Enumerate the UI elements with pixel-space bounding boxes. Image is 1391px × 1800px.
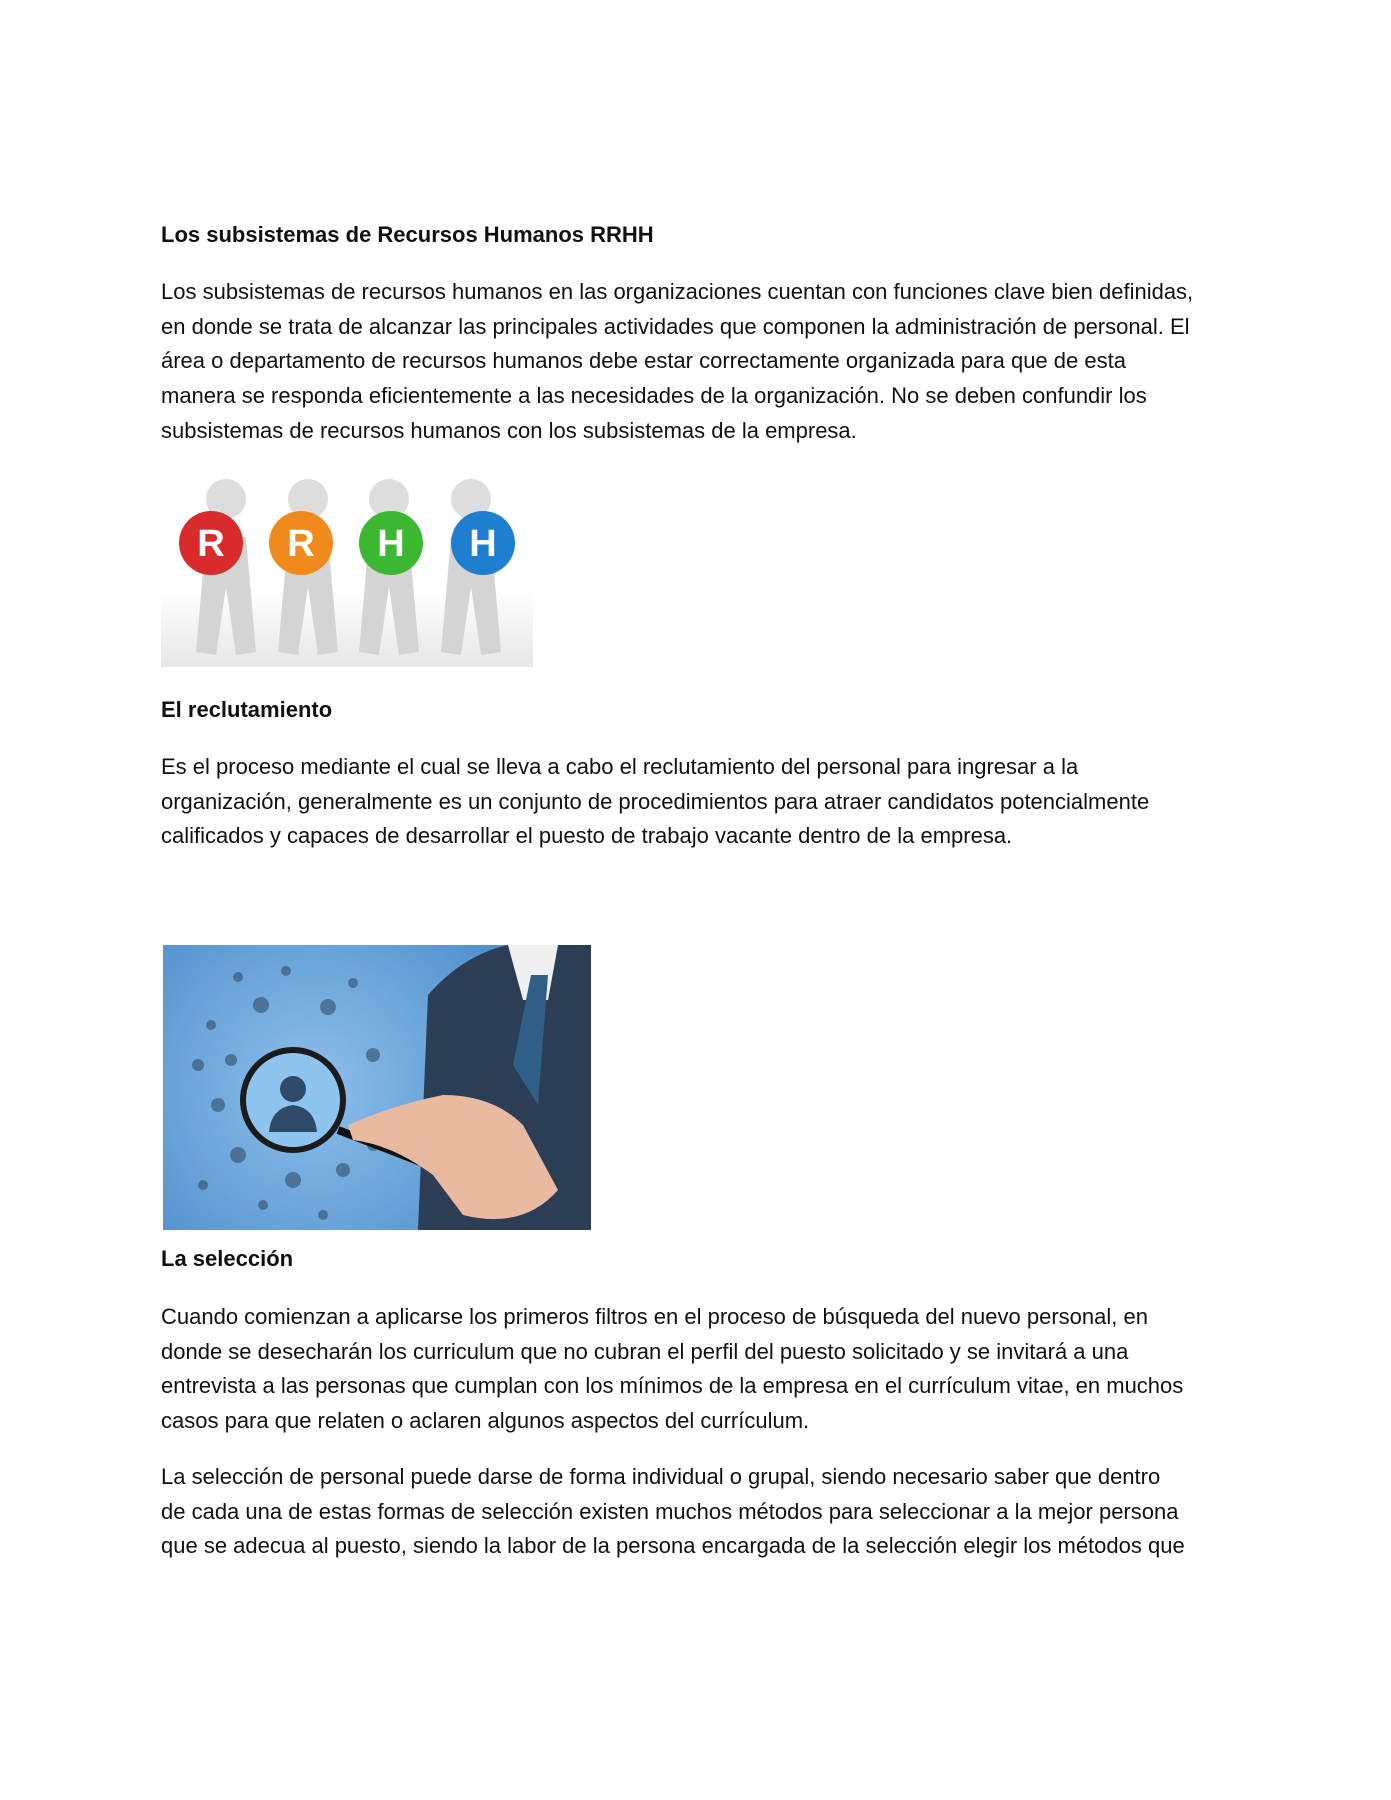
text-line: organización, generalmente es un conjunto de procedimientos para atraer candidatos potencialmente [161, 788, 1150, 814]
text-line: que se adecua al puesto, siendo la labor de la persona encargada de la selección elegir los métodos que [161, 1533, 1185, 1559]
letter-r-1: R [197, 523, 225, 565]
section-heading-seleccion: La selección [161, 1246, 294, 1271]
paragraph-seleccion-1 [161, 1300, 1241, 1439]
text-line: de cada una de estas formas de selección existen muchos métodos para seleccionar a la mejor persona [161, 1498, 1179, 1524]
figure-4 [441, 479, 515, 655]
text-line: calificados y capaces de desarrollar el puesto de trabajo vacante dentro de la empresa. [161, 823, 1013, 849]
letter-r-2: R [287, 523, 315, 565]
magnifier-illustration [163, 945, 591, 1230]
text-line: en donde se trata de alcanzar las principales actividades que componen la administración de personal. El [161, 313, 1190, 339]
letter-h-1: H [377, 523, 405, 565]
text-line: Cuando comienzan a aplicarse los primeros filtros en el proceso de búsqueda del nuevo personal, en [161, 1304, 1148, 1329]
magnifier-search-image [163, 945, 591, 1230]
letter-h-2: H [469, 523, 497, 565]
rrhh-figures-image [161, 477, 533, 667]
text-line: manera se responda eficientemente a las necesidades de la organización. No se deben confundir los [161, 383, 1147, 409]
section-heading-reclutamiento: El reclutamiento [161, 697, 333, 722]
text-line: entrevista a las personas que cumplan con los mínimos de la empresa en el currículum vitae, en muchos [161, 1373, 1184, 1399]
text-line: La selección de personal puede darse de forma individual o grupal, siendo necesario saber que dentro [161, 1464, 1161, 1489]
text-line: subsistemas de recursos humanos con los subsistemas de la empresa. [161, 417, 857, 443]
figure-2 [269, 479, 338, 655]
rrhh-figures-illustration [161, 477, 533, 667]
figure-1 [179, 479, 256, 655]
text-line: donde se desecharán los curriculum que no cubran el perfil del puesto solicitado y se invitará a una [161, 1338, 1129, 1364]
text-line: casos para que relaten o aclaren algunos aspectos del currículum. [161, 1408, 810, 1434]
figure-3 [359, 479, 423, 655]
text-line: Los subsistemas de recursos humanos en las organizaciones cuentan con funciones clave bien definidas, [161, 279, 1194, 304]
paragraph-seleccion-2 [161, 1460, 1241, 1564]
paragraph-subsistemas [161, 275, 1241, 449]
text-line: área o departamento de recursos humanos debe estar correctamente organizada para que de esta [161, 348, 1126, 374]
paragraph-reclutamiento [161, 750, 1241, 854]
section-heading-subsistemas: Los subsistemas de Recursos Humanos RRHH [161, 222, 654, 247]
text-line: Es el proceso mediante el cual se lleva a cabo el reclutamiento del personal para ingresar a la [161, 754, 1079, 779]
